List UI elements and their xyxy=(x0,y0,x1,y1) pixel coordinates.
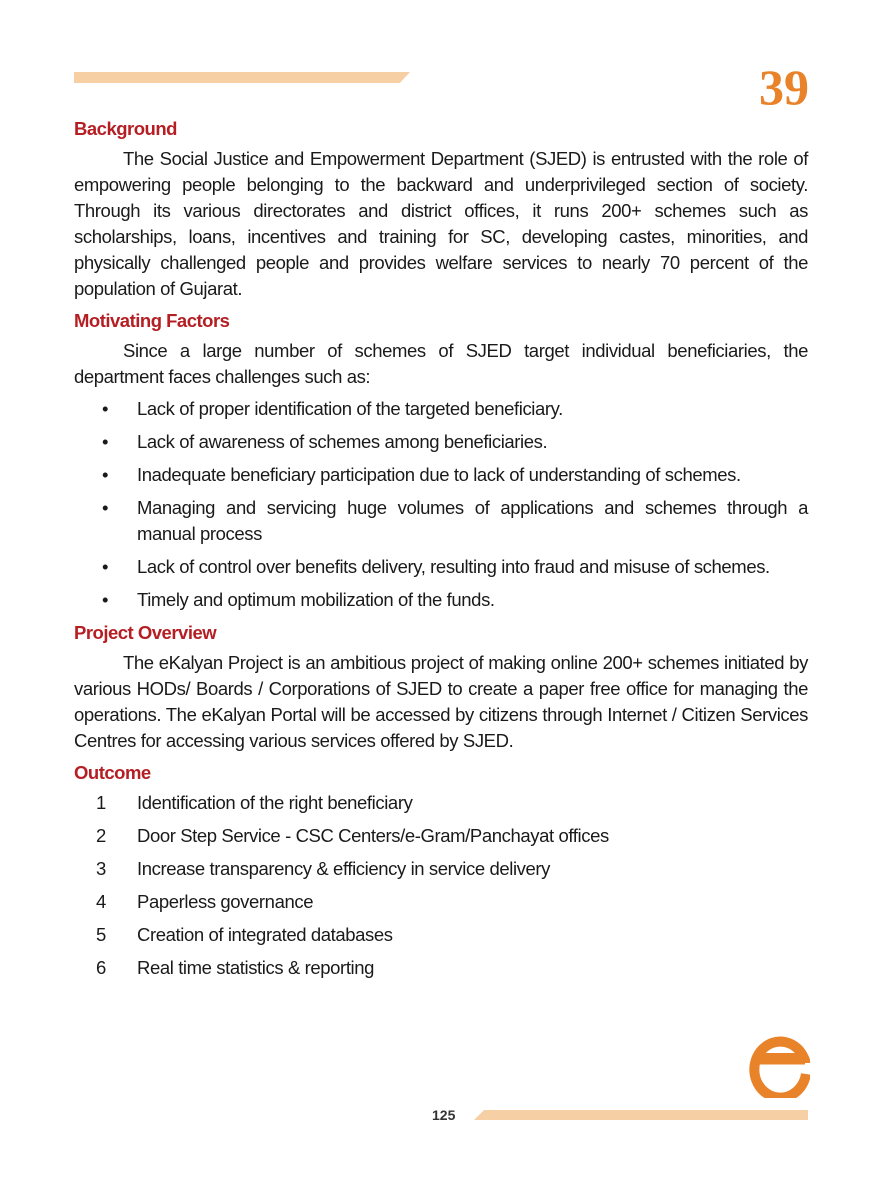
motivating-factors-heading: Motivating Factors xyxy=(74,310,230,331)
list-item xyxy=(74,889,808,915)
background-section xyxy=(74,116,808,302)
item-number: 4 xyxy=(96,891,106,912)
item-number: 6 xyxy=(96,957,106,978)
list-item xyxy=(74,922,808,948)
item-number: 3 xyxy=(96,858,106,879)
project-overview-heading: Project Overview xyxy=(74,622,217,643)
page-content xyxy=(74,116,808,988)
bottom-decorative-bar xyxy=(474,1110,808,1120)
list-item-text: Lack of awareness of schemes among beneficiaries. xyxy=(137,431,548,452)
chapter-number: 39 xyxy=(759,59,809,115)
list-item-text: Timely and optimum mobilization of the funds. xyxy=(137,589,495,610)
outcome-section xyxy=(74,760,808,981)
project-overview-paragraph: The eKalyan Project is an ambitious project of making online 200+ schemes initiated by various HODs/ Boards / Corporations of SJED to create a paper free office for managing the operations. The eKalyan Portal will be accessed by citizens through Internet / Citizen Services Centres for accessing various services offered by SJED. xyxy=(74,652,808,751)
list-item xyxy=(74,790,808,816)
list-item-text: Real time statistics & reporting xyxy=(137,957,375,978)
challenges-list xyxy=(74,396,808,613)
list-item-text: Lack of proper identification of the targeted beneficiary. xyxy=(137,398,563,419)
bullet-icon: • xyxy=(101,497,109,518)
list-item xyxy=(74,462,808,488)
item-number: 1 xyxy=(96,792,106,813)
project-overview-section xyxy=(74,620,808,754)
bullet-icon: • xyxy=(101,464,109,485)
list-item xyxy=(74,396,808,422)
background-paragraph: The Social Justice and Empowerment Department (SJED) is entrusted with the role of empowering people belonging to the backward and underprivileged section of society. Through its various directorates and district offices, it runs 200+ schemes such as scholarships, loans, incentives and training for SC, developing castes, minorities, and physically challenged people and provides welfare services to nearly 70 percent of the population of Gujarat. xyxy=(74,148,808,299)
outcome-heading: Outcome xyxy=(74,762,151,783)
bullet-icon: • xyxy=(101,556,109,577)
list-item-text: Paperless governance xyxy=(137,891,314,912)
list-item-text: Increase transparency & efficiency in service delivery xyxy=(137,858,551,879)
list-item-text: Lack of control over benefits delivery, resulting into fraud and misuse of schemes. xyxy=(137,556,770,577)
list-item xyxy=(74,554,808,580)
bullet-icon: • xyxy=(101,398,109,419)
outcome-list xyxy=(74,790,808,981)
motivating-factors-intro: Since a large number of schemes of SJED target individual beneficiaries, the department faces challenges such as: xyxy=(74,340,808,387)
list-item-text: Door Step Service - CSC Centers/e-Gram/Panchayat offices xyxy=(137,825,609,846)
motivating-factors-section xyxy=(74,308,808,613)
item-number: 5 xyxy=(96,924,106,945)
e-letter-logo-icon xyxy=(748,1022,810,1098)
item-number: 2 xyxy=(96,825,106,846)
list-item xyxy=(74,856,808,882)
list-item-text: Managing and servicing huge volumes of applications and schemes through a manual process xyxy=(137,497,808,544)
bullet-icon: • xyxy=(101,589,109,610)
list-item xyxy=(74,587,808,613)
bullet-icon: • xyxy=(101,431,109,452)
list-item-text: Creation of integrated databases xyxy=(137,924,393,945)
list-item-text: Identification of the right beneficiary xyxy=(137,792,413,813)
top-decorative-bar xyxy=(74,72,410,83)
page-number: 125 xyxy=(432,1107,456,1123)
list-item xyxy=(74,823,808,849)
list-item xyxy=(74,955,808,981)
background-heading: Background xyxy=(74,118,177,139)
list-item xyxy=(74,429,808,455)
list-item-text: Inadequate beneficiary participation due to lack of understanding of schemes. xyxy=(137,464,741,485)
list-item xyxy=(74,495,808,547)
